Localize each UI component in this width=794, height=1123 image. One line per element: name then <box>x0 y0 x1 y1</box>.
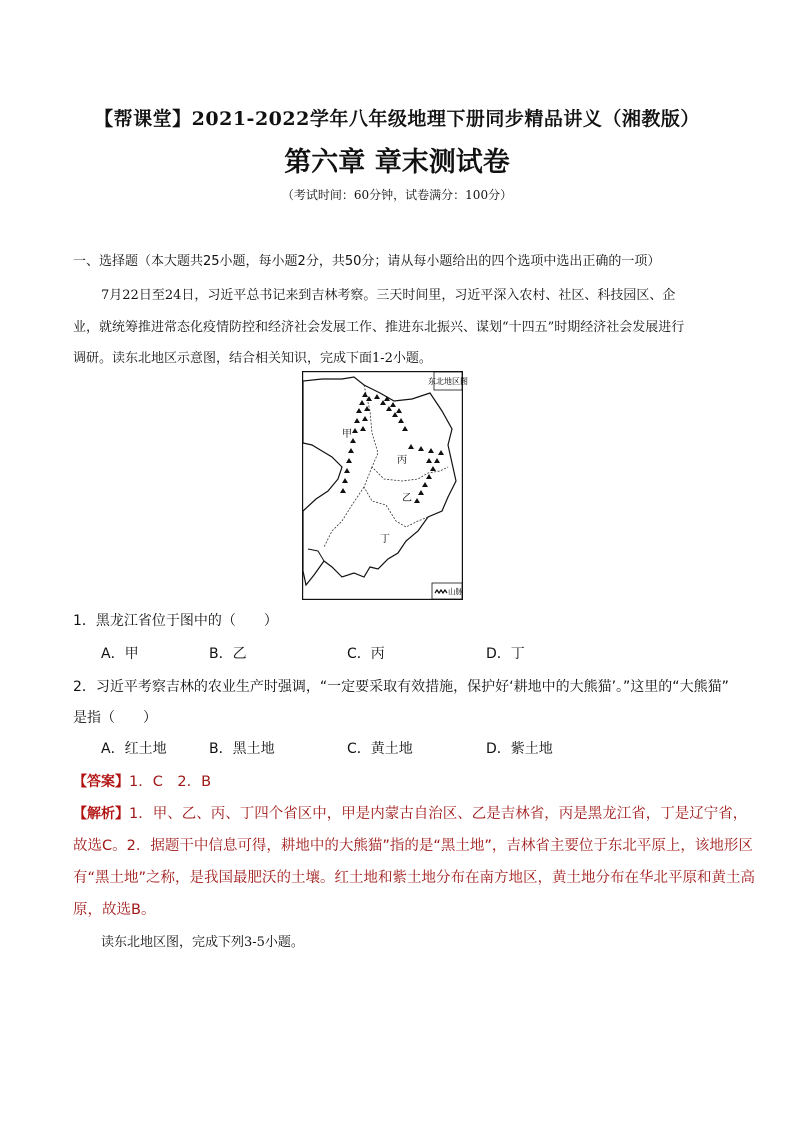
question-option[interactable]: C．丙 <box>347 646 385 662</box>
analysis-text: 故选C。2．据题干中信息可得，耕地中的大熊猫”指的是“黑土地”，吉林省主要位于东北平原上，该地形区 <box>73 838 753 854</box>
question-option[interactable]: C．黄土地 <box>347 741 413 757</box>
analysis-text: 1．甲、乙、丙、丁四个省区中，甲是内蒙古自治区、乙是吉林省，丙是黑龙江省，丁是辽宁省， <box>129 806 748 822</box>
analysis-label: 【解析】 <box>73 806 129 822</box>
legend-label: 山脉 <box>448 587 463 596</box>
question-stem: 1．黑龙江省位于图中的（ ） <box>73 613 278 629</box>
question-option[interactable]: A．甲 <box>101 646 139 662</box>
section-heading: 一、选择题（本大题共25小题，每小题2分，共50分；请从每小题给出的四个选项中选出正确的一项） <box>73 254 661 269</box>
material-line: 调研。读东北地区示意图，结合相关知识，完成下面1-2小题。 <box>73 351 432 366</box>
question-option[interactable]: B．黑土地 <box>209 741 275 757</box>
question-option[interactable]: D．紫土地 <box>486 741 553 757</box>
label-yi: 乙 <box>402 493 412 504</box>
material-line: 业，就统筹推进常态化疫情防控和经济社会发展工作、推进东北振兴、谋划“十四五”时期经济社会发展进行 <box>73 320 685 335</box>
label-jia: 甲 <box>342 429 352 440</box>
answer-line <box>73 770 211 791</box>
question-option[interactable]: A．红土地 <box>101 741 167 757</box>
question-stem: 是指（ ） <box>73 710 157 726</box>
label-ding: 丁 <box>380 534 390 545</box>
question-stem: 2．习近平考察吉林的农业生产时强调，“一定要采取有效措施，保护好‘耕地中的大熊猫’。”这里的“大熊猫” <box>73 679 729 695</box>
analysis-text: 原，故选B。 <box>73 902 156 918</box>
label-bing: 丙 <box>397 455 407 466</box>
analysis-line <box>73 802 747 823</box>
answer-text: 1．C 2．B <box>129 774 212 790</box>
series-title: 【帮课堂】2021-2022学年八年级地理下册同步精品讲义（湘教版） <box>94 108 700 130</box>
northeast-map <box>302 371 468 600</box>
question-option[interactable]: D．丁 <box>486 646 525 662</box>
answer-label: 【答案】 <box>73 774 129 790</box>
analysis-text: 有“黑土地”之称，是我国最肥沃的土壤。红土地和紫土地分布在南方地区，黄土地分布在华北平原和黄土高 <box>73 870 756 886</box>
material-line: 7月22日至24日，习近平总书记来到吉林考察。三天时间里，习近平深入农村、社区、科技园区、企 <box>101 288 676 303</box>
chapter-title: 第六章 章末测试卷 <box>284 147 510 178</box>
question-option[interactable]: B．乙 <box>209 646 247 662</box>
next-material: 读东北地区图，完成下列3-5小题。 <box>101 935 304 950</box>
exam-info: （考试时间：60分钟，试卷满分：100分） <box>281 188 513 202</box>
map-title: 东北地区图 <box>428 377 468 386</box>
